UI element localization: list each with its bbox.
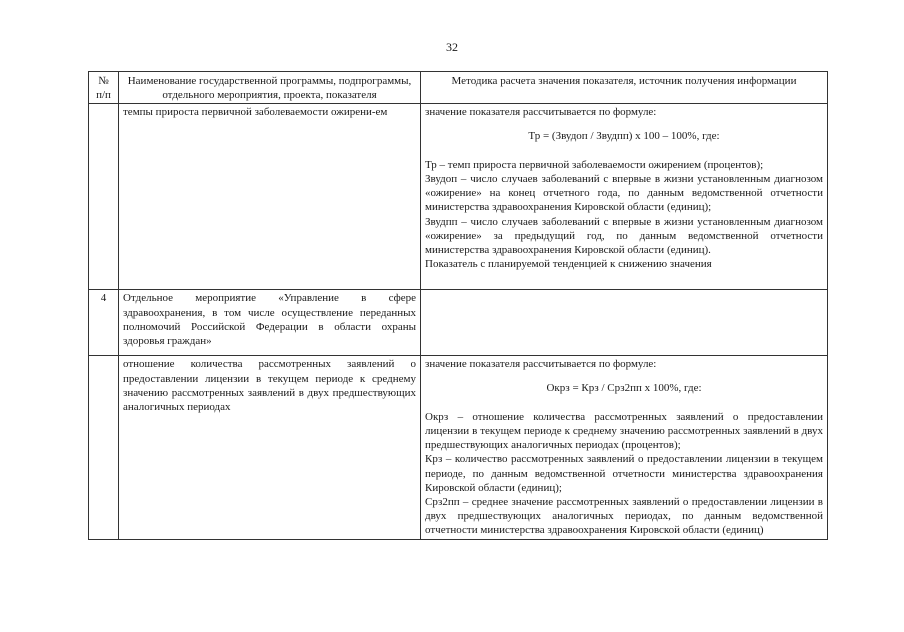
formula-intro: значение показателя рассчитывается по формуле: bbox=[425, 106, 657, 119]
definition: Звудоп – число случаев заболеваний с впервые в жизни установленным диагнозом «ожирение» на конец отчетного года, по данным ведомственной отчетности министерства здравоохранения Кировской области (единиц); bbox=[425, 173, 823, 214]
page-number: 32 bbox=[446, 40, 458, 54]
definition: Показатель с планируемой тенденцией к снижению значения bbox=[425, 258, 712, 271]
row-method bbox=[421, 356, 828, 539]
formula-intro: значение показателя рассчитывается по формуле: bbox=[425, 358, 657, 371]
definition: Тр – темп прироста первичной заболеваемости ожирением (процентов); bbox=[425, 158, 764, 171]
row-number bbox=[89, 356, 119, 539]
table-row bbox=[89, 290, 828, 356]
header-number: № п/п bbox=[89, 72, 119, 104]
table-header-row bbox=[89, 72, 828, 104]
definition: Окрз – отношение количества рассмотренных заявлений о предоставлении лицензии в текущем периоде к среднему значению рассмотренных заявлений в двух предшествующих аналогичных периодах (процентов); bbox=[425, 410, 823, 452]
table-row bbox=[89, 356, 828, 539]
table-row bbox=[89, 104, 828, 290]
row-name: темпы прироста первичной заболеваемости ожирени-ем bbox=[119, 104, 421, 290]
indicator-methodology-table bbox=[88, 71, 828, 540]
header-name: Наименование государственной программы, подпрограммы, отдельного мероприятия, проекта, показателя bbox=[119, 72, 421, 104]
formula: Окрз = Крз / Срз2пп x 100%, где: bbox=[546, 381, 702, 394]
row-number bbox=[89, 104, 119, 290]
row-method bbox=[421, 104, 828, 290]
row-number: 4 bbox=[89, 290, 119, 356]
formula: Тр = (Звудоп / Звудпп) x 100 – 100%, где: bbox=[528, 129, 720, 142]
definition: Звудпп – число случаев заболеваний с впервые в жизни установленным диагнозом «ожирение» за предыдущий год, по данным ведомственной отчетности министерства здравоохранения Кировской области (единиц). bbox=[425, 215, 823, 257]
row-name: Отдельное мероприятие «Управление в сфере здравоохранения, в том числе осуществление переданных полномочий Российской Федерации в области охраны здоровья граждан» bbox=[119, 290, 421, 356]
row-method bbox=[421, 290, 828, 356]
definition: Крз – количество рассмотренных заявлений о предоставлении лицензии в текущем периоде, по данным ведомственной отчетности министерства здравоохранения Кировской области (единиц); bbox=[425, 453, 823, 494]
row-name: отношение количества рассмотренных заявлений о предоставлении лицензии в текущем периоде к среднему значению рассмотренных заявлений в двух предшествующих аналогичных периодах bbox=[119, 356, 421, 539]
definition: Срз2пп – среднее значение рассмотренных заявлений о предоставлении лицензии в двух предшествующих аналогичных периодах, по данным ведомственной отчетности министерства здравоохранения Кировской области (единиц) bbox=[425, 496, 823, 537]
header-method: Методика расчета значения показателя, источник получения информации bbox=[421, 72, 828, 104]
